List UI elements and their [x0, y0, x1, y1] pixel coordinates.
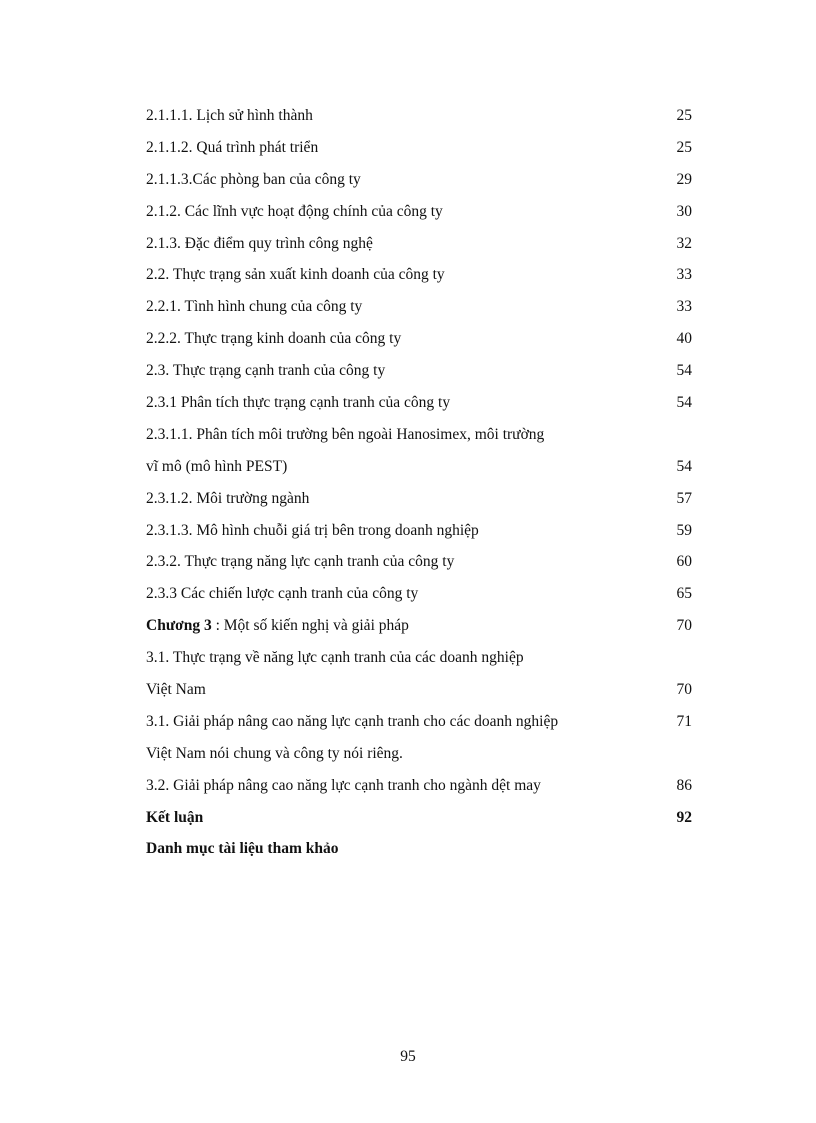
toc-entry: 2.3.1.1. Phân tích môi trường bên ngoài Hanosimex, môi trường	[146, 425, 545, 443]
toc-references: Danh mục tài liệu tham khảo	[146, 840, 339, 858]
toc-entry: 2.2. Thực trạng sản xuất kinh doanh của công ty 33	[146, 266, 692, 284]
toc-entry: 2.3.3 Các chiến lược cạnh tranh của công ty 65	[146, 585, 692, 603]
toc-entry: Việt Nam 70	[146, 681, 692, 699]
page-number: 95	[400, 1048, 416, 1065]
toc-entry: 2.3.1 Phân tích thực trạng cạnh tranh của công ty 54	[146, 394, 692, 412]
chapter-label: Chương 3	[146, 617, 212, 635]
toc-entry: Việt Nam nói chung và công ty nói riêng.	[146, 744, 403, 762]
toc-entry: 2.2.1. Tình hình chung của công ty 33	[146, 298, 692, 316]
toc-conclusion: Kết luận 92	[146, 808, 692, 826]
chapter-title: : Một số kiến nghị và giải pháp	[211, 617, 409, 635]
toc-entry: 2.1.1.3.Các phòng ban của công ty 29	[146, 170, 692, 188]
table-of-contents	[146, 100, 692, 865]
toc-entry: 3.2. Giải pháp nâng cao năng lực cạnh tranh cho ngành dệt may 86	[146, 776, 692, 794]
toc-entry: 2.1.1.2. Quá trình phát triển 25	[146, 138, 692, 156]
toc-entry: 3.1. Thực trạng về năng lực cạnh tranh của các doanh nghiệp	[146, 649, 524, 667]
toc-chapter-3: Chương 3 : Một số kiến nghị và giải pháp 70	[146, 617, 692, 635]
toc-entry: 2.1.3. Đặc điểm quy trình công nghệ 32	[146, 234, 692, 252]
toc-entry: 2.1.1.1. Lịch sử hình thành 25	[146, 107, 692, 124]
toc-entry: 2.3.1.2. Môi trường ngành 57	[146, 489, 692, 507]
toc-entry: 2.3.1.3. Mô hình chuỗi giá trị bên trong doanh nghiệp 59	[146, 521, 692, 539]
toc-entry: 2.2.2. Thực trạng kinh doanh của công ty 40	[146, 330, 692, 348]
toc-entry: 2.3.2. Thực trạng năng lực cạnh tranh của công ty 60	[146, 553, 692, 571]
toc-entry: 2.1.2. Các lĩnh vực hoạt động chính của công ty 30	[146, 202, 692, 220]
toc-entry: 3.1. Giải pháp nâng cao năng lực cạnh tranh cho các doanh nghiệp 71	[146, 712, 692, 730]
toc-entry: vĩ mô (mô hình PEST) 54	[146, 457, 692, 475]
toc-entry: 2.3. Thực trạng cạnh tranh của công ty 54	[146, 362, 692, 380]
